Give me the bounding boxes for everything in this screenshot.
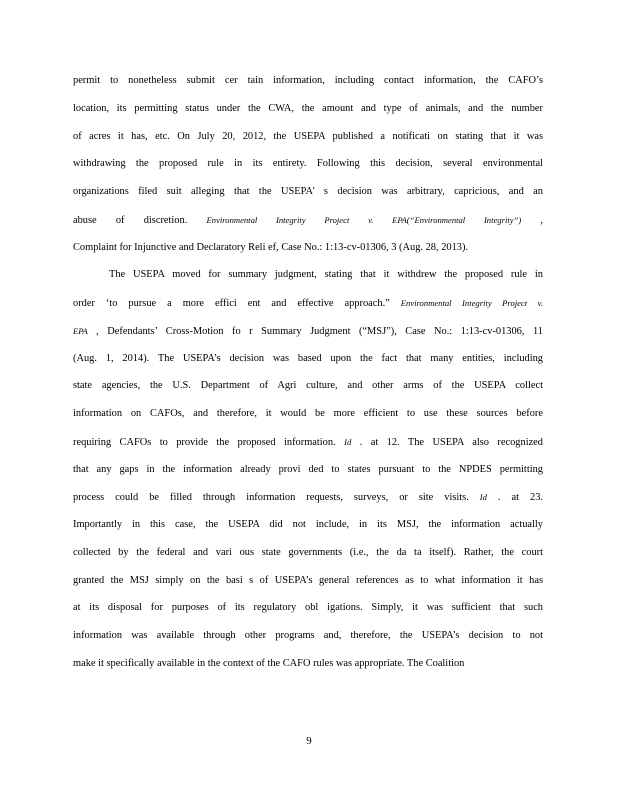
text-segment: organizations filed suit alleging that the USEPA’ s decision was arbitrary, capricious, and an <box>73 186 543 197</box>
text-line <box>73 657 543 671</box>
text-segment: granted the MSJ simply on the basi s of USEPA’s general references as to what information it has <box>73 574 543 586</box>
text-line <box>73 185 543 199</box>
text-segment: , Defendants’ Cross-Motion fo r Summary Judgment (“MSJ”), Case No.: 1:13-cv-01306, 11 <box>87 325 543 337</box>
text-segment: order ‘to pursue a more effici ent and effective approach.” <box>73 298 401 309</box>
text-segment: that any gaps in the information already provi ded to states pursuant to the NPDES permitting <box>73 463 543 475</box>
text-line <box>73 379 543 393</box>
text-segment: process could be filled through information requests, surveys, or site visits. <box>73 492 480 504</box>
text-line <box>73 296 543 310</box>
text-line <box>73 574 543 588</box>
text-segment: requiring CAFOs to provide the proposed information. <box>73 436 345 448</box>
text-line <box>73 102 543 116</box>
text-line <box>73 74 543 88</box>
text-line <box>109 268 543 282</box>
text-segment: information on CAFOs, and therefore, it would be more efficient to use these sources before <box>73 408 543 419</box>
text-segment: information was available through other programs and, therefore, the USEPA’s decision to not <box>73 630 543 641</box>
text-line <box>73 213 543 227</box>
citation-italic: Id <box>479 492 487 503</box>
text-segment: . at 12. The USEPA also recognized <box>351 436 543 448</box>
text-segment: , <box>521 214 543 226</box>
text-line <box>73 518 543 532</box>
text-segment: (Aug. 1, 2014). The USEPA’s decision was based upon the fact that many entities, including <box>73 352 543 364</box>
text-line <box>73 241 543 255</box>
text-segment: Complaint for Injunctive and Declaratory Reli ef, Case No.: 1:13-cv-01306, 3 (Aug. 28, 2013). <box>73 241 469 253</box>
text-line <box>73 352 543 366</box>
text-line <box>73 157 543 171</box>
text-line <box>73 324 543 338</box>
text-line <box>73 130 543 144</box>
text-line <box>73 435 543 449</box>
text-line <box>73 546 543 560</box>
text-segment: of acres it has, etc. On July 20, 2012, the USEPA published a notificati on stating that it was <box>73 130 543 142</box>
citation-italic: Environmental Integrity Project v. EPA(“Environmental Integrity”) <box>206 214 522 225</box>
text-segment: abuse of discretion. <box>73 214 207 226</box>
text-segment: . at 23. <box>486 492 543 504</box>
text-segment: make it specifically available in the context of the CAFO rules was appropriate. The Coalition <box>73 657 465 669</box>
text-line <box>73 407 543 421</box>
text-segment: Importantly in this case, the USEPA did not include, in its MSJ, the information actually <box>73 519 543 530</box>
text-line <box>73 629 543 643</box>
text-segment: state agencies, the U.S. Department of Agri culture, and other arms of the USEPA collect <box>73 380 543 392</box>
page-number: 9 <box>306 735 312 747</box>
text-line <box>73 601 543 615</box>
text-segment: at its disposal for purposes of its regulatory obl igations. Simply, it was sufficient that such <box>73 602 543 614</box>
text-line <box>73 490 543 504</box>
text-segment: The USEPA moved for summary judgment, stating that it withdrew the proposed rule in <box>109 269 543 281</box>
text-segment: withdrawing the proposed rule in its entirety. Following this decision, several environmental <box>73 158 543 170</box>
citation-italic: Environmental Integrity Project v. <box>400 298 543 308</box>
citation-italic: Id <box>344 436 352 447</box>
text-line <box>73 463 543 477</box>
text-segment: location, its permitting status under the CWA, the amount and type of animals, and the number <box>73 102 543 114</box>
text-segment: collected by the federal and vari ous state governments (i.e., the da ta itself). Rather, the court <box>73 546 543 558</box>
text-segment: permit to nonetheless submit cer tain information, including contact information, the CAFO’s <box>73 75 543 86</box>
citation-italic: EPA <box>73 325 88 336</box>
